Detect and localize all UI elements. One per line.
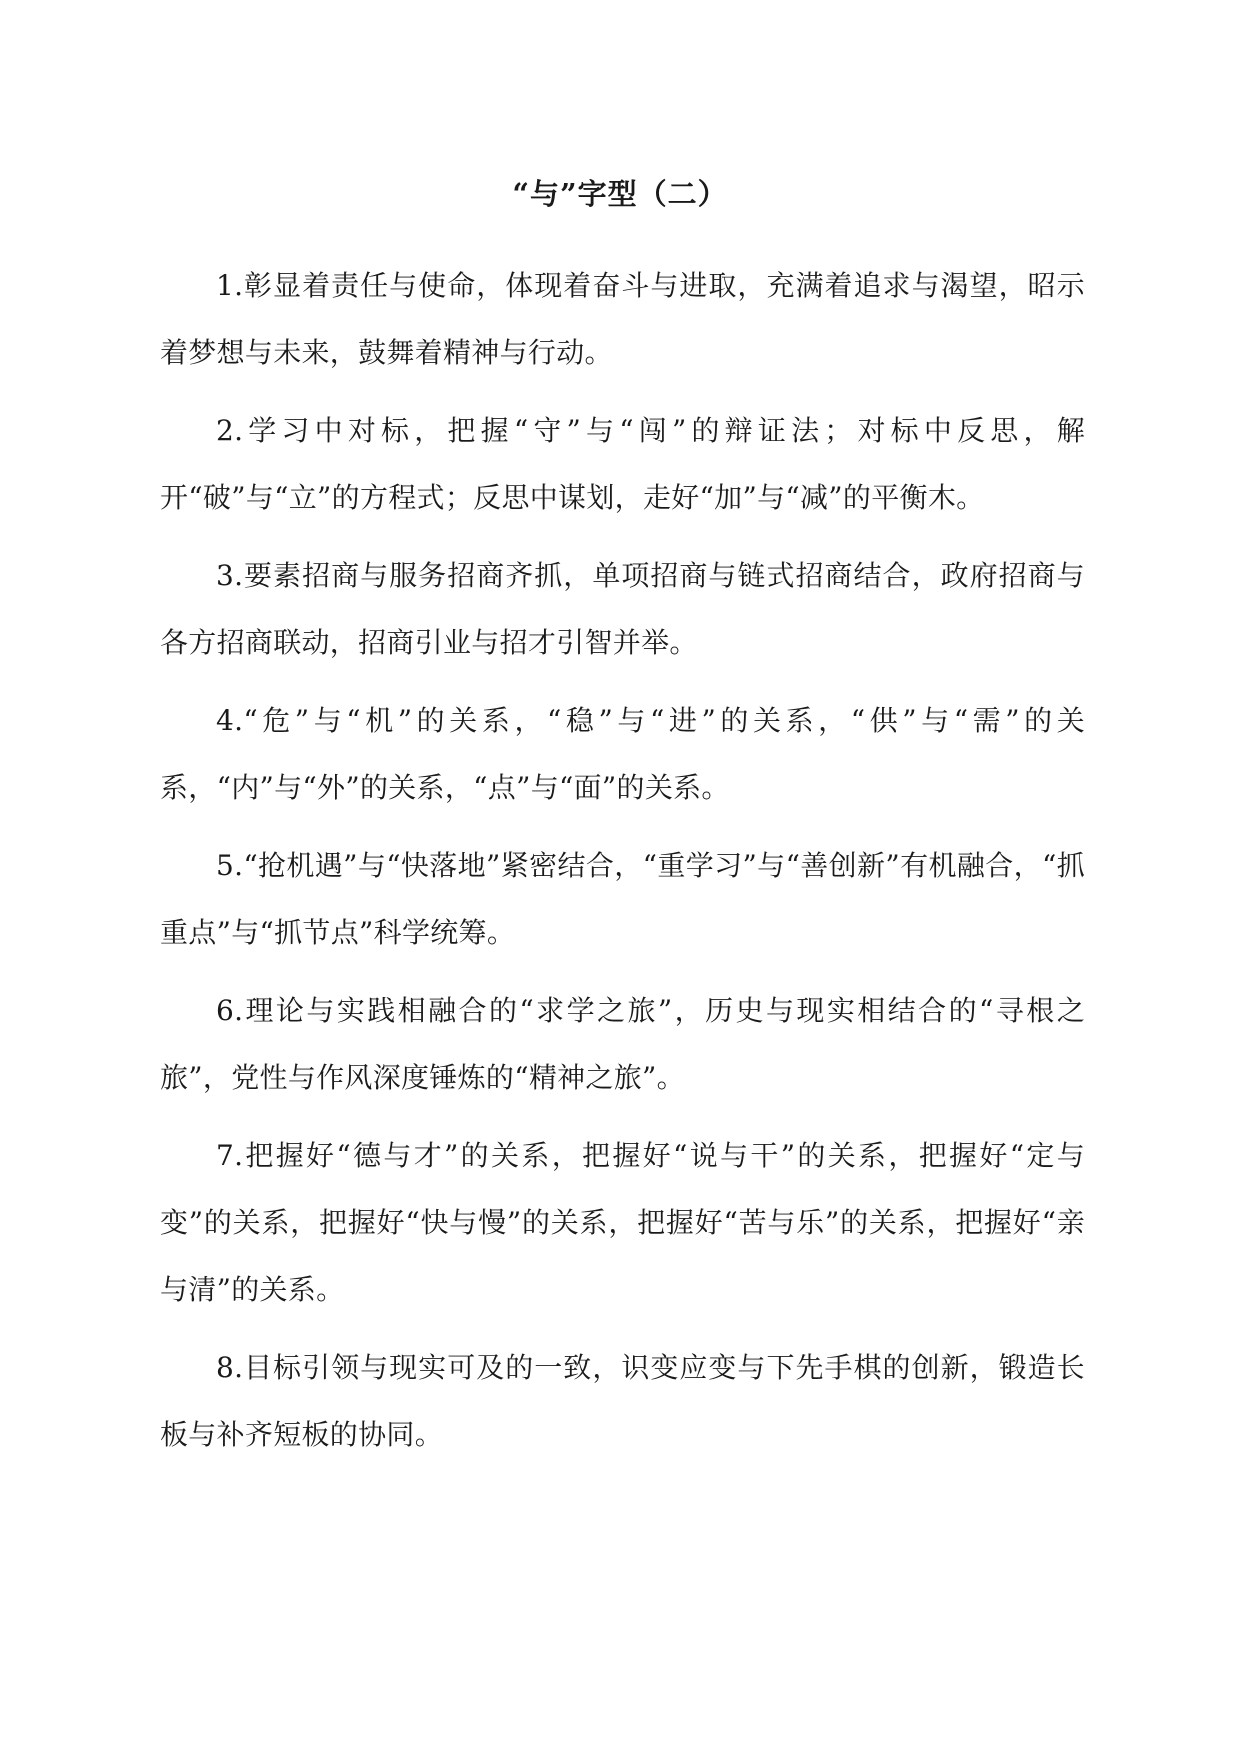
paragraph-2: 2.学习中对标，把握“守”与“闯”的辩证法；对标中反思，解开“破”与“立”的方程式；反思中谋划，走好“加”与“减”的平衡木。 [160, 414, 1085, 514]
document-title: “与”字型（二） [512, 177, 728, 211]
paragraph-7: 7.把握好“德与才”的关系，把握好“说与干”的关系，把握好“定与变”的关系，把握好“快与慢”的关系，把握好“苦与乐”的关系，把握好“亲与清”的关系。 [160, 1139, 1085, 1306]
paragraph-1: 1.彰显着责任与使命，体现着奋斗与进取，充满着追求与渴望，昭示着梦想与未来，鼓舞着精神与行动。 [160, 269, 1085, 369]
paragraph-6: 6.理论与实践相融合的“求学之旅”，历史与现实相结合的“寻根之旅”，党性与作风深度锤炼的“精神之旅”。 [160, 994, 1085, 1094]
paragraph-8: 8.目标引领与现实可及的一致，识变应变与下先手棋的创新，锻造长板与补齐短板的协同。 [160, 1351, 1085, 1451]
paragraph-5: 5.“抢机遇”与“快落地”紧密结合，“重学习”与“善创新”有机融合，“抓重点”与“抓节点”科学统筹。 [160, 849, 1085, 949]
paragraph-4: 4.“危”与“机”的关系，“稳”与“进”的关系，“供”与“需”的关系，“内”与“外”的关系，“点”与“面”的关系。 [160, 704, 1085, 804]
document-body [160, 252, 1085, 1479]
paragraph-3: 3.要素招商与服务招商齐抓，单项招商与链式招商结合，政府招商与各方招商联动，招商引业与招才引智并举。 [160, 559, 1085, 659]
